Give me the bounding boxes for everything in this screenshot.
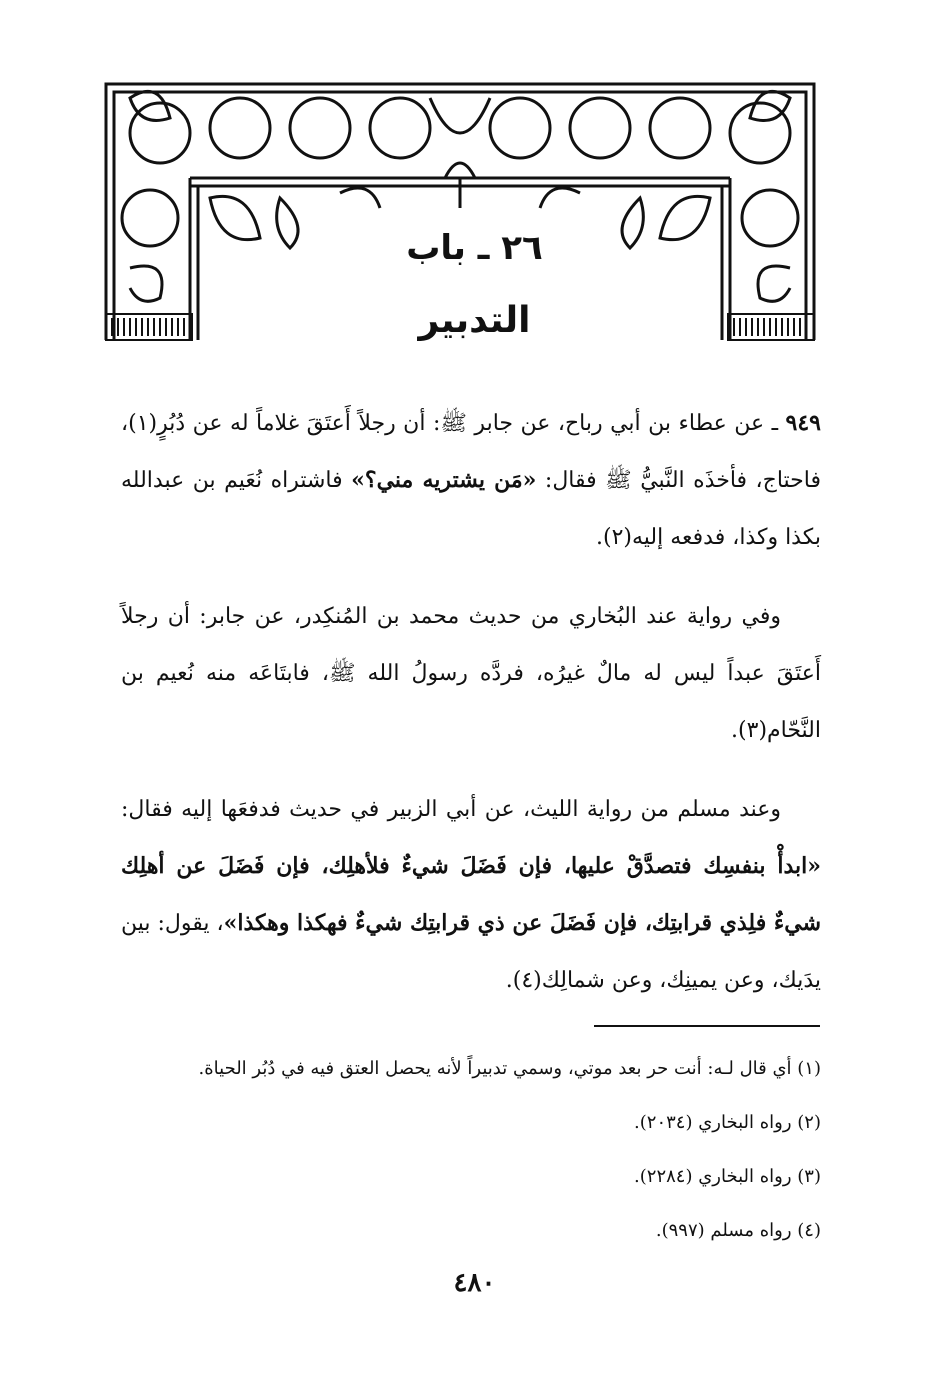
hadith-paragraph-3 <box>121 781 821 1009</box>
hadith-paragraph-1 <box>121 395 821 566</box>
hadith-3-quote: «ابدأْ بنفسِك فتصدَّقْ عليها، فإن فَضَلَ شيءٌ فلأهلِك، فإن فَضَلَ عن أهلِك شيءٌ فلِذي قرابتِك، فإن فَضَلَ عن ذي قرابتِك شيءٌ فهكذا وهكذا» <box>121 853 821 936</box>
footnotes <box>121 1042 821 1258</box>
chapter-title: التدبير <box>418 300 531 341</box>
hadith-3-text: وعند مسلم من رواية الليث، عن أبي الزبير في حديث فدفعَها إليه فقال: <box>121 797 781 822</box>
hadith-1-end: فاشتراه نُعَيم بن عبدالله بكذا وكذا، فدفعه إليه(٢). <box>121 468 821 550</box>
footnote-1: (١) أي قال لـه: أنت حر بعد موتي، وسمي تدبيراً لأنه يحصل العتق فيه في دُبُر الحياة. <box>198 1058 821 1079</box>
footnote-3: (٣) رواه البخاري (٢٢٨٤). <box>634 1166 821 1187</box>
page-number: ٤٨٠ <box>453 1268 496 1298</box>
hadith-number: ٩٤٩ <box>785 410 821 436</box>
hadith-3-end: ، يقول: بين يدَيك، وعن يمينِك، وعن شمالِك(٤). <box>120 911 821 993</box>
chapter-number: ٢٦ ـ باب <box>406 228 543 268</box>
hadith-1-text: ـ عن عطاء بن أبي رباح، عن جابر ﷺ: أن رجلاً أَعتَقَ غلاماً له عن دُبُرٍ(١)، فاحتاج، فأخذَه النَّبيُّ ﷺ فقال: <box>121 411 822 493</box>
hadith-paragraph-2: وفي رواية عند البُخاري من حديث محمد بن المُنكِدر، عن جابر: أن رجلاً أَعتَقَ عبداً ليس له مالٌ غيرُه، فردَّه رسولُ الله ﷺ، فابتَاعَه منه نُعيم بن النَّحّام(٣). <box>121 604 821 743</box>
footnote-4: (٤) رواه مسلم (٩٩٧). <box>655 1220 821 1241</box>
footnote-separator <box>594 1025 820 1027</box>
footnote-2: (٢) رواه البخاري (٢٠٣٤). <box>634 1112 821 1133</box>
hadith-1-quote: «مَن يشتريه مني؟» <box>351 467 537 493</box>
main-text <box>121 395 821 1031</box>
